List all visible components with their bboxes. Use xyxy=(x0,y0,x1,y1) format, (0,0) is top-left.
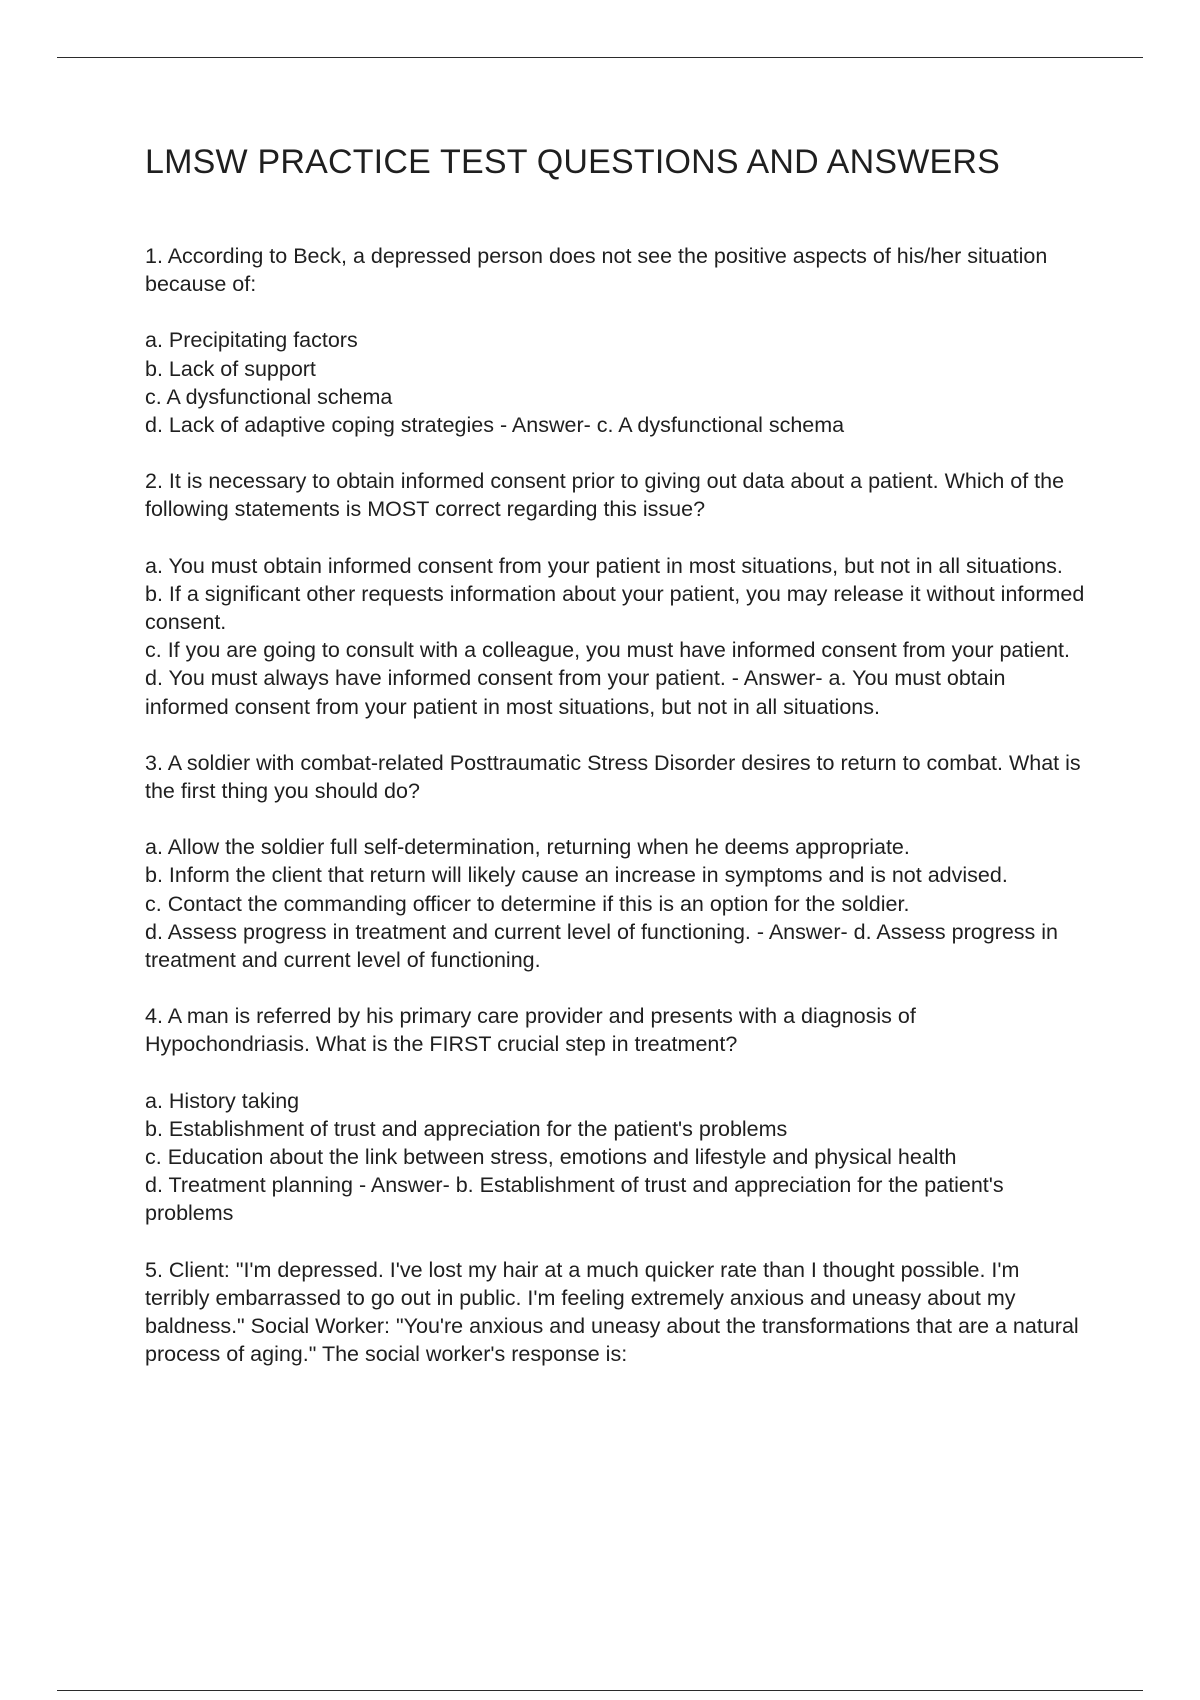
question-5 xyxy=(145,1256,1085,1369)
question-3 xyxy=(145,749,1085,974)
question-text: 4. A man is referred by his primary care provider and presents with a diagnosis of Hypochondriasis. What is the FIRST crucial step in treatment? xyxy=(145,1004,916,1057)
answer-option: b. Establishment of trust and appreciation for the patient's problems xyxy=(145,1116,788,1141)
answer-option: d. Assess progress in treatment and current level of functioning. - Answer- d. Assess progress in treatment and current level of functioning. xyxy=(145,919,1058,973)
question-1 xyxy=(145,242,1085,439)
document-body xyxy=(145,242,1085,1397)
question-2 xyxy=(145,467,1085,721)
question-text: 5. Client: "I'm depressed. I've lost my hair at a much quicker rate than I thought possible. I'm terribly embarrassed to go out in public. I'm feeling extremely anxious and uneasy about my baldness." Social Worker: "You're anxious and uneasy about the transformations that are a natural process of aging." The social worker's response is: xyxy=(145,1257,1079,1367)
answer-option: d. You must always have informed consent from your patient. - Answer- a. You must obtain informed consent from your patient in most situations, but not in all situations. xyxy=(145,666,1006,719)
answer-option: a. You must obtain informed consent from your patient in most situations, but not in all situations. xyxy=(145,553,1063,578)
answer-option: c. Education about the link between stress, emotions and lifestyle and physical health xyxy=(145,1145,957,1170)
answer-option: d. Lack of adaptive coping strategies - Answer- c. A dysfunctional schema xyxy=(145,413,845,438)
question-text: 2. It is necessary to obtain informed consent prior to giving out data about a patient. Which of the following statements is MOST correct regarding this issue? xyxy=(145,469,1065,522)
answer-option: a. History taking xyxy=(145,1088,300,1113)
answer-option: d. Treatment planning - Answer- b. Establishment of trust and appreciation for the patient's problems xyxy=(145,1173,1004,1226)
page-title: LMSW PRACTICE TEST QUESTIONS AND ANSWERS xyxy=(145,143,1000,181)
answer-option: b. If a significant other requests information about your patient, you may release it without informed consent. xyxy=(145,581,1085,635)
answer-option: a. Allow the soldier full self-determination, returning when he deems appropriate. xyxy=(145,835,910,860)
answer-option: c. If you are going to consult with a colleague, you must have informed consent from your patient. xyxy=(145,638,1071,663)
question-text: 1. According to Beck, a depressed person does not see the positive aspects of his/her situation because of: xyxy=(145,244,1048,297)
answer-option: b. Lack of support xyxy=(145,356,316,381)
question-text: 3. A soldier with combat-related Posttraumatic Stress Disorder desires to return to combat. What is the first thing you should do? xyxy=(145,750,1081,804)
question-4 xyxy=(145,1002,1085,1227)
answer-option: c. A dysfunctional schema xyxy=(145,384,393,409)
answer-option: a. Precipitating factors xyxy=(145,328,358,353)
top-rule xyxy=(57,57,1143,58)
bottom-rule xyxy=(57,1690,1143,1691)
answer-option: c. Contact the commanding officer to determine if this is an option for the soldier. xyxy=(145,891,910,916)
answer-option: b. Inform the client that return will likely cause an increase in symptoms and is not advised. xyxy=(145,863,1008,888)
